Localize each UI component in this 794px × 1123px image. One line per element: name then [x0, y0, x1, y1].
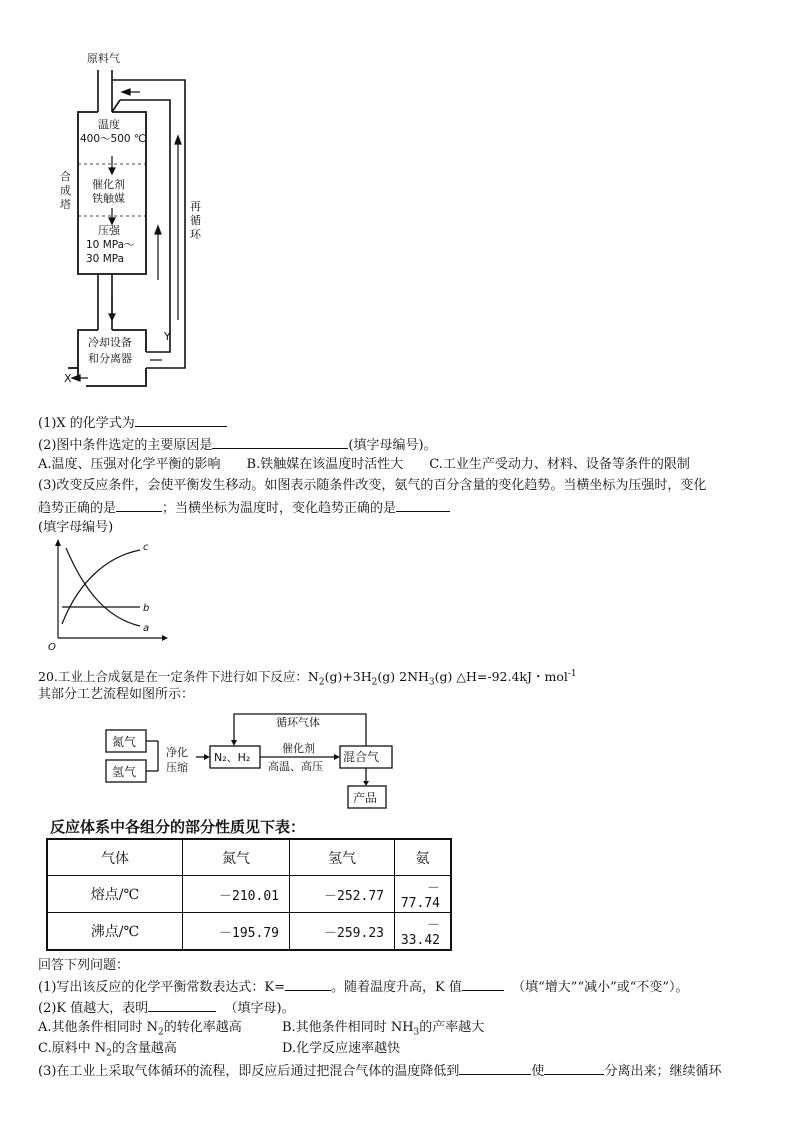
- cell-value: －210.01: [183, 876, 290, 913]
- answer-blank-reason[interactable]: [212, 434, 348, 449]
- compress-label: 压缩: [166, 761, 188, 774]
- cell-value: －195.79: [183, 913, 290, 951]
- header-ammonia: 氨: [395, 839, 452, 876]
- answer-blank-temperature[interactable]: [396, 497, 450, 512]
- cell-value: －77.74: [395, 876, 452, 913]
- origin-label: O: [48, 642, 56, 652]
- option-a: A.其他条件相同时 $N_2$的转化率越高: [38, 1020, 242, 1038]
- header-hydrogen: 氢气: [290, 839, 395, 876]
- tower-label-2: 成: [60, 184, 71, 197]
- answers-intro: 回答下列问题：: [38, 958, 130, 973]
- synthesis-tower-diagram: [50, 40, 210, 395]
- answer-blank-k[interactable]: [285, 976, 331, 991]
- row-label-boiling: 沸点/℃: [47, 913, 183, 951]
- recycle-label-1: 再: [190, 200, 201, 213]
- catalyst-cond-label: 催化剂: [282, 742, 315, 755]
- recycle-label-2: 循: [190, 214, 201, 227]
- q20-flow-intro: 其部分工艺流程如图所示：: [38, 687, 195, 702]
- curve-c: [62, 550, 140, 624]
- table-header-row: [47, 839, 451, 876]
- pressure-value-1: 10 MPa～: [86, 239, 135, 251]
- tower-label-3: 塔: [60, 198, 71, 211]
- product-label: 产品: [353, 791, 378, 805]
- tower-label-1: 合: [60, 170, 71, 183]
- answers-line2: (2)K 值越大，表明 （填字母)。: [38, 997, 295, 1019]
- row-label-melting: 熔点/℃: [47, 876, 183, 913]
- q19-line2: (2)图中条件选定的主要原因是 (填字母编号)。: [38, 434, 437, 456]
- table-caption: 反应体系中各组分的部分性质见下表：: [50, 818, 306, 836]
- process-flow-diagram: [100, 708, 400, 812]
- feed-gas-label: 原料气: [87, 52, 120, 65]
- curve-label-b: b: [143, 603, 150, 614]
- cooler-label-1: 冷却设备: [88, 336, 132, 349]
- mixed-gas-label: 混合气: [343, 750, 380, 764]
- answer-blank-k-trend[interactable]: [462, 976, 504, 991]
- answers-line3: (3)在工业上采取气体循环的流程，即反应后通过把混合气体的温度降低到 使 分离出来；继续循环: [38, 1060, 721, 1082]
- answers-line1: (1)写出该反应的化学平衡常数表达式：K= 。随着温度升高，K 值 （填“增大”“减小”或“不变”）。: [38, 976, 689, 998]
- purify-label: 净化: [166, 746, 188, 759]
- properties-table: [46, 838, 452, 951]
- pressure-value-2: 30 MPa: [86, 253, 125, 265]
- y-label: Y: [164, 330, 171, 343]
- curve-a: [66, 548, 140, 626]
- answer-blank-temp[interactable]: [459, 1060, 531, 1075]
- pressure-label: 压强: [98, 224, 120, 237]
- cell-value: －33.42: [395, 913, 452, 951]
- answer-blank-k-meaning[interactable]: [148, 997, 216, 1012]
- header-nitrogen: 氮气: [183, 839, 290, 876]
- option-b: B.其他条件相同时 $NH_3$的产率越大: [282, 1020, 485, 1038]
- q19-line4: (3)改变反应条件，会使平衡发生移动。如图表示随条件改变，氨气的百分含量的变化趋势。当横坐标为压强时，变化: [38, 478, 707, 493]
- catalyst-value: 铁触媒: [92, 192, 125, 205]
- answer-blank-pressure[interactable]: [116, 497, 162, 512]
- table-row: [47, 913, 451, 951]
- recycle-gas-label: 循环气体: [276, 716, 320, 729]
- curve-label-c: c: [143, 542, 149, 553]
- cell-value: －252.77: [290, 876, 395, 913]
- table-row: [47, 876, 451, 913]
- header-gas: 气体: [47, 839, 183, 876]
- answer-blank-x[interactable]: [135, 412, 227, 427]
- cooler-label-2: 和分离器: [88, 352, 132, 365]
- answer-blank-substance[interactable]: [544, 1060, 604, 1075]
- curve-label-a: a: [143, 623, 150, 634]
- cell-value: －259.23: [290, 913, 395, 951]
- x-label: X: [64, 372, 72, 385]
- nitrogen-label: 氮气: [112, 735, 137, 749]
- temp-pressure-cond-label: 高温、高压: [268, 760, 323, 773]
- option-c: C.原料中 $N_2$的含量越高: [38, 1041, 177, 1059]
- n2-h2-label: N₂、H₂: [214, 751, 251, 764]
- hydrogen-label: 氢气: [112, 765, 137, 779]
- catalyst-label: 催化剂: [92, 178, 125, 191]
- q19-line1: (1)X 的化学式为: [38, 412, 227, 434]
- q19-line5: 趋势正确的是 ；当横坐标为温度时，变化趋势正确的是: [38, 497, 450, 519]
- temp-value: 400～500 ℃: [80, 133, 146, 145]
- trend-graph: [40, 538, 170, 652]
- temp-label: 温度: [98, 118, 120, 131]
- recycle-label-3: 环: [190, 228, 201, 241]
- option-d: D.化学反应速率越快: [282, 1041, 401, 1056]
- q19-line6: (填字母编号): [38, 520, 114, 535]
- q20-title: 20.工业上合成氨是在一定条件下进行如下反应：$N_2(g)+3H_2(g)$ $2NH_3(g)$ △H=-92.4kJ・mol$^{-1}$: [38, 669, 577, 688]
- q19-options: A.温度、压强对化学平衡的影响 B.铁触媒在该温度时活性大 C.工业生产受动力、材料、设备等条件的限制: [38, 457, 690, 472]
